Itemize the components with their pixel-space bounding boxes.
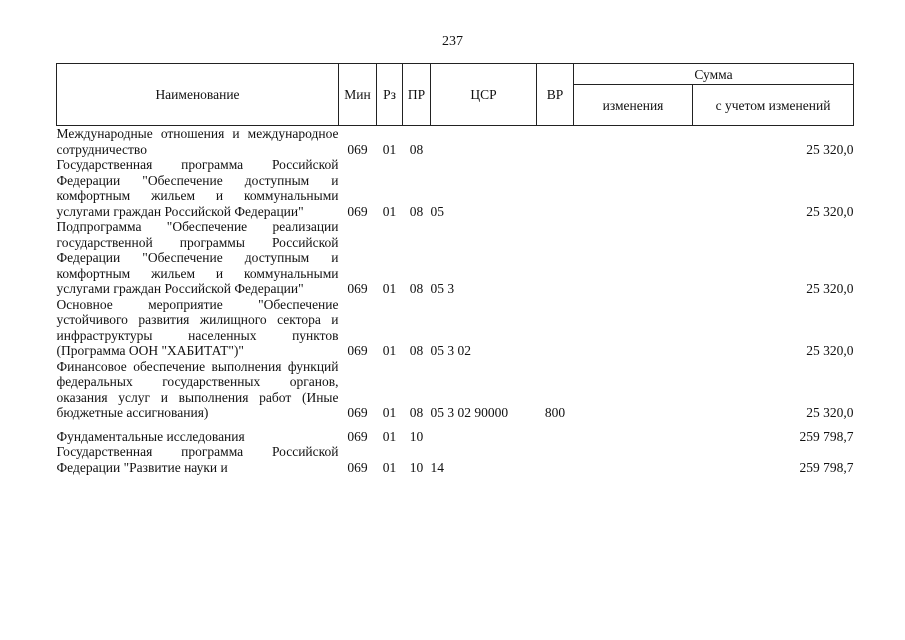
row-pr: 08 xyxy=(409,203,424,219)
row-total: 259 798,7 xyxy=(799,428,854,444)
row-min: 069 xyxy=(347,405,368,420)
row-changes xyxy=(574,421,693,445)
row-rz: 01 xyxy=(382,459,397,475)
table-row xyxy=(57,444,854,475)
table-row xyxy=(57,219,854,297)
row-vr xyxy=(537,219,574,297)
row-changes xyxy=(574,157,693,219)
row-csr: 05 xyxy=(430,203,444,219)
table-body xyxy=(57,126,854,476)
table-row xyxy=(57,421,854,445)
row-name: Государственная программа Российской Федерации "Развитие науки и xyxy=(56,444,339,475)
header-vr: ВР xyxy=(537,64,574,126)
row-vr xyxy=(537,297,574,359)
row-total: 25 320,0 xyxy=(806,405,854,420)
row-csr xyxy=(431,421,537,445)
row-total: 25 320,0 xyxy=(806,281,854,296)
row-pr: 08 xyxy=(409,343,424,358)
row-changes xyxy=(574,359,693,421)
row-vr xyxy=(537,157,574,219)
row-changes xyxy=(574,444,693,475)
row-min: 069 xyxy=(347,203,368,219)
budget-table xyxy=(56,63,854,475)
row-rz: 01 xyxy=(382,343,397,358)
header-rz: Рз xyxy=(377,64,403,126)
header-pr: ПР xyxy=(403,64,431,126)
row-changes xyxy=(574,126,693,158)
row-name: Фундаментальные исследования xyxy=(56,428,245,444)
row-csr: 05 3 02 90000 xyxy=(430,405,509,420)
table-header xyxy=(57,64,854,126)
row-pr: 10 xyxy=(409,428,424,444)
row-changes xyxy=(574,219,693,297)
row-name: Финансовое обеспечение выполнения функций федеральных государственных органов, оказания услуг и выполнения работ (Иные бюджетные ассигнования) xyxy=(56,358,339,420)
row-changes xyxy=(574,297,693,359)
row-total: 25 320,0 xyxy=(806,343,854,358)
row-pr: 08 xyxy=(409,281,424,296)
row-rz: 01 xyxy=(382,141,397,157)
row-name: Подпрограмма "Обеспечение реализации государственной программы Российской Федерации "Обеспечение доступным и комфортным жильем и коммунальными услугами граждан Российской Федерации" xyxy=(56,219,339,296)
row-csr xyxy=(431,126,537,158)
row-rz: 01 xyxy=(382,281,397,296)
header-min: Мин xyxy=(339,64,377,126)
header-changes: изменения xyxy=(574,85,693,126)
row-pr: 10 xyxy=(409,459,424,475)
row-pr: 08 xyxy=(409,405,424,420)
row-min: 069 xyxy=(347,281,368,296)
row-total: 25 320,0 xyxy=(806,141,854,157)
row-pr: 08 xyxy=(409,141,424,157)
row-total: 25 320,0 xyxy=(806,203,854,219)
header-sum: Сумма xyxy=(574,64,854,85)
row-csr: 05 3 02 xyxy=(430,343,471,358)
row-min: 069 xyxy=(347,428,368,444)
row-csr: 14 xyxy=(430,459,444,475)
row-vr xyxy=(537,444,574,475)
row-name: Государственная программа Российской Федерации "Обеспечение доступным и комфортным жильем и коммунальными услугами граждан Российской Федерации" xyxy=(56,157,339,219)
row-name: Основное мероприятие "Обеспечение устойчивого развития жилищного сектора и инфраструктуры населенных пунктов (Программа ООН "ХАБИТАТ")" xyxy=(56,296,339,358)
row-name: Международные отношения и международное сотрудничество xyxy=(56,126,339,157)
header-csr: ЦСР xyxy=(431,64,537,126)
row-vr: 800 xyxy=(544,405,566,420)
header-name: Наименование xyxy=(57,64,339,126)
row-vr xyxy=(537,126,574,158)
table-row xyxy=(57,157,854,219)
table-row xyxy=(57,359,854,421)
row-vr xyxy=(537,421,574,445)
row-rz: 01 xyxy=(382,428,397,444)
table-row xyxy=(57,297,854,359)
header-with-changes: с учетом изменений xyxy=(693,85,854,126)
row-min: 069 xyxy=(347,141,368,157)
row-min: 069 xyxy=(347,459,368,475)
page-number: 237 xyxy=(442,34,463,49)
row-min: 069 xyxy=(347,343,368,358)
row-rz: 01 xyxy=(382,405,397,420)
row-rz: 01 xyxy=(382,203,397,219)
table-row xyxy=(57,126,854,158)
row-total: 259 798,7 xyxy=(799,459,854,475)
row-csr: 05 3 xyxy=(430,281,455,296)
